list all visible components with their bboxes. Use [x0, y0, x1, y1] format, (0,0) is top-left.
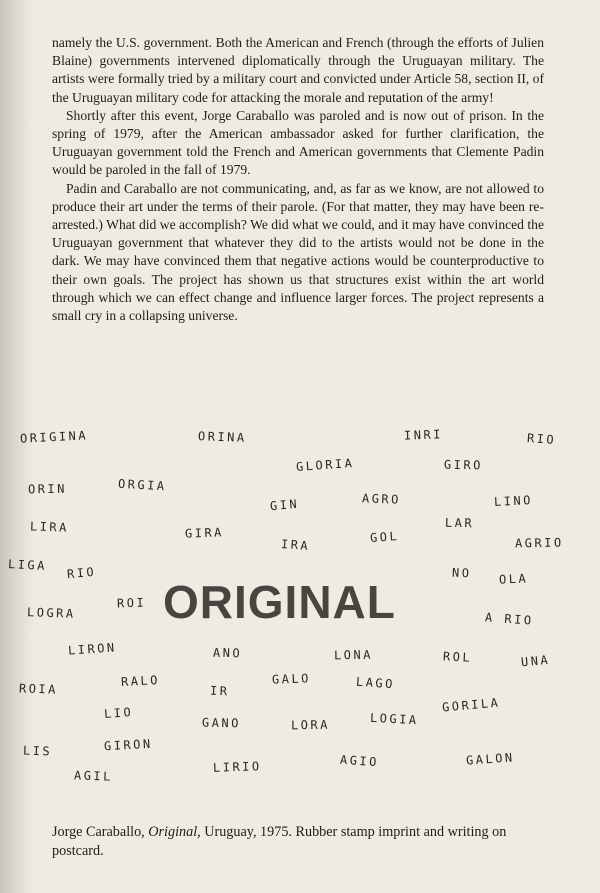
handwritten-word: UNA: [520, 652, 551, 670]
handwritten-word: NO: [451, 565, 472, 581]
original-stamp: ORIGINAL: [163, 576, 396, 628]
handwritten-word: ORINA: [197, 429, 247, 445]
handwritten-word: ROIA: [18, 681, 59, 697]
handwritten-word: GLORIA: [295, 455, 355, 475]
handwritten-word: LIRON: [67, 640, 118, 658]
handwritten-word: LAR: [444, 515, 475, 531]
handwritten-word: LIS: [22, 743, 53, 759]
caption-title: Original,: [148, 824, 201, 840]
handwritten-word: GIRON: [103, 736, 153, 754]
figure-caption: [52, 823, 544, 860]
artwork-postcard: [0, 415, 600, 815]
handwritten-word: RALO: [120, 672, 161, 690]
handwritten-word: AGRIO: [514, 535, 564, 551]
handwritten-word: A RIO: [484, 610, 535, 628]
handwritten-word: LINO: [493, 492, 534, 510]
handwritten-word: INRI: [403, 427, 444, 443]
handwritten-word: ROL: [442, 649, 473, 665]
handwritten-word: LONA: [333, 647, 374, 663]
handwritten-word: GALO: [271, 671, 312, 687]
handwritten-word: GIRO: [443, 457, 484, 473]
handwritten-word: GALON: [465, 750, 516, 768]
handwritten-word: ROI: [116, 595, 147, 611]
handwritten-word: ORIGINA: [19, 428, 89, 446]
caption-suffix: Uruguay, 1975. Rubber stamp imprint and writing on postcard.: [52, 824, 507, 859]
handwritten-word: GORILA: [441, 695, 501, 715]
handwritten-word: GOL: [369, 528, 400, 546]
handwritten-word: LOGIA: [369, 710, 419, 728]
handwritten-word: LIRIO: [212, 759, 262, 775]
handwritten-word: ANO: [212, 645, 243, 661]
paragraph: namely the U.S. government. Both the American and French (through the efforts of Julien Blaine) governments intervened diplomatically through the Uruguayan military. The artists were formally tried by a military court and convicted under Article 58, section II, of the Uruguayan military code for attacking the morale and reputation of the army!: [52, 35, 544, 105]
handwritten-word: GANO: [201, 715, 242, 731]
handwritten-word: ORGIA: [117, 476, 167, 494]
handwritten-word: LIGA: [7, 556, 48, 574]
handwritten-word: RIO: [66, 564, 97, 582]
handwritten-word: LIRA: [29, 519, 70, 535]
handwritten-word: RIO: [526, 430, 557, 448]
handwritten-word: LIO: [103, 704, 134, 722]
handwritten-word: ORIN: [27, 481, 68, 497]
handwritten-word: IRA: [280, 536, 311, 554]
handwritten-word: LOGRA: [26, 605, 76, 621]
handwritten-word: GIRA: [184, 525, 225, 541]
handwritten-word: IR: [209, 683, 230, 699]
caption-prefix: Jorge Caraballo,: [52, 824, 149, 840]
handwritten-word: AGIL: [73, 768, 114, 784]
body-text: [52, 34, 544, 325]
handwritten-word: GIN: [269, 496, 300, 514]
paragraph: Padin and Caraballo are not communicating, and, as far as we know, are not allowed to produce their art under the terms of their parole. (For that matter, they may have been re-arrested.) What did we accomplish? We did what we could, and it may have convinced the Uruguayan government that whatever they did to the artists would not be done in the dark. We may have convinced them that negative actions would be counterproductive to their own goals. The project has shown us that structures exist within the art world through which we can effect change and influence larger forces. The project represents a small cry in a collapsing universe.: [52, 180, 544, 324]
handwritten-word: LAGO: [355, 674, 396, 692]
handwritten-word: AGIO: [339, 752, 380, 770]
handwritten-word: AGRO: [361, 491, 402, 507]
handwritten-word: OLA: [498, 571, 529, 587]
paragraph: Shortly after this event, Jorge Caraballo was paroled and is now out of prison. In the spring of 1979, after the American ambassador asked for further clarification, the Uruguayan government told the French and American governments that Clemente Padin would be paroled in the fall of 1979.: [52, 107, 544, 178]
handwritten-word: LORA: [290, 717, 331, 733]
